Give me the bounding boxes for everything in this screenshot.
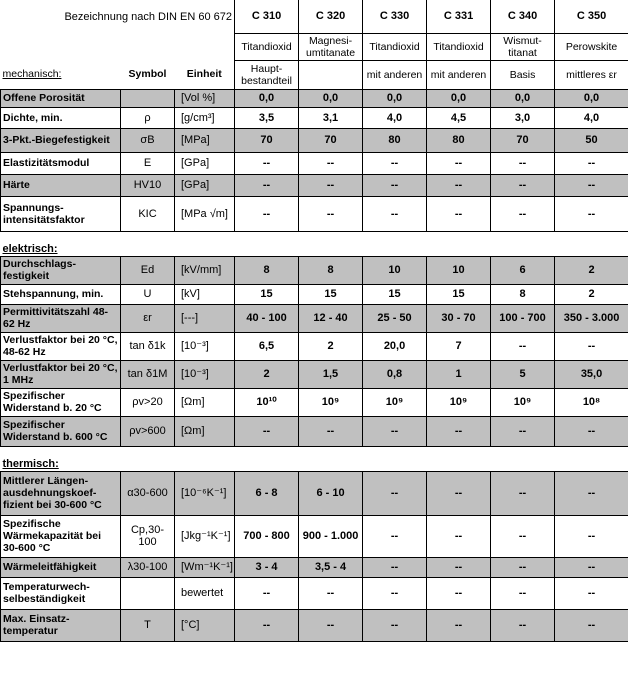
row-symbol: ρv>20 — [121, 388, 175, 416]
row-value: -- — [363, 174, 427, 196]
row-value: 3,5 - 4 — [299, 557, 363, 577]
table-row — [1, 557, 628, 577]
row-value: -- — [299, 577, 363, 609]
row-symbol — [121, 89, 175, 107]
row-value: -- — [555, 577, 628, 609]
row-symbol: tan δ1k — [121, 332, 175, 360]
row-label: Härte — [1, 174, 121, 196]
row-value: 6,5 — [235, 332, 299, 360]
row-value: 15 — [427, 284, 491, 304]
row-symbol: U — [121, 284, 175, 304]
row-value: 0,0 — [555, 89, 628, 107]
row-unit: [Ωm] — [175, 388, 235, 416]
row-value: 10⁹ — [363, 388, 427, 416]
material-type: Perowskite — [555, 33, 628, 60]
row-value: -- — [363, 577, 427, 609]
row-value: -- — [555, 196, 628, 231]
row-value: 0,0 — [363, 89, 427, 107]
row-value: -- — [491, 332, 555, 360]
row-value: 8 — [235, 256, 299, 284]
row-unit: [Vol %] — [175, 89, 235, 107]
row-value: -- — [427, 577, 491, 609]
row-value: -- — [555, 471, 628, 515]
row-value: 15 — [235, 284, 299, 304]
row-symbol — [121, 577, 175, 609]
section-thermal: thermisch: — [2, 458, 59, 471]
row-value: -- — [491, 196, 555, 231]
row-value: 5 — [491, 360, 555, 388]
material-header: C 320 — [299, 0, 363, 33]
row-value: -- — [555, 515, 628, 557]
material-base: mit anderen — [363, 60, 427, 89]
row-value: 8 — [299, 256, 363, 284]
table-row — [1, 515, 628, 557]
row-value: 1 — [427, 360, 491, 388]
symbol-header: Symbol — [128, 68, 167, 81]
material-header: C 310 — [235, 0, 299, 33]
row-value: -- — [363, 196, 427, 231]
row-symbol: T — [121, 609, 175, 641]
row-value: 2 — [555, 284, 628, 304]
row-symbol: Cp,30-100 — [121, 515, 175, 557]
row-value: -- — [491, 515, 555, 557]
row-unit: [°C] — [175, 609, 235, 641]
row-value: -- — [363, 515, 427, 557]
row-value: -- — [363, 471, 427, 515]
row-label: Spezifische Wärmekapazität bei 30-600 °C — [1, 515, 121, 557]
material-header: C 331 — [427, 0, 491, 33]
row-value: 10 — [427, 256, 491, 284]
row-value: 8 — [491, 284, 555, 304]
row-value: 50 — [555, 128, 628, 152]
table-row — [1, 174, 628, 196]
row-label: Temperaturwech-selbeständigkeit — [1, 577, 121, 609]
row-value: -- — [491, 609, 555, 641]
table-row — [1, 196, 628, 231]
row-value: 70 — [299, 128, 363, 152]
row-value: -- — [555, 152, 628, 174]
row-value: -- — [235, 577, 299, 609]
table-row — [1, 89, 628, 107]
row-value: 20,0 — [363, 332, 427, 360]
row-value: 10¹⁰ — [235, 388, 299, 416]
row-value: -- — [491, 471, 555, 515]
row-value: -- — [555, 174, 628, 196]
row-symbol: ρv>600 — [121, 416, 175, 446]
row-label: 3-Pkt.-Biegefestigkeit — [1, 128, 121, 152]
material-base: mit anderen — [427, 60, 491, 89]
row-value: -- — [427, 152, 491, 174]
table-row — [1, 304, 628, 332]
row-value: 6 — [491, 256, 555, 284]
table-row — [1, 577, 628, 609]
row-symbol: λ30-100 — [121, 557, 175, 577]
row-value: -- — [427, 174, 491, 196]
row-label: Wärmeleitfähigkeit — [1, 557, 121, 577]
row-value: -- — [427, 515, 491, 557]
row-unit: [Wm⁻¹K⁻¹] — [175, 557, 235, 577]
table-row — [1, 360, 628, 388]
table-row — [1, 107, 628, 128]
row-unit: [---] — [175, 304, 235, 332]
material-base: mittleres εr — [555, 60, 628, 89]
row-unit: [kV/mm] — [175, 256, 235, 284]
row-symbol: εr — [121, 304, 175, 332]
table-row — [1, 256, 628, 284]
row-value: 15 — [299, 284, 363, 304]
row-value: -- — [363, 152, 427, 174]
row-value: 25 - 50 — [363, 304, 427, 332]
material-header: C 350 — [555, 0, 628, 33]
row-value: 6 - 8 — [235, 471, 299, 515]
material-type: Wismut-titanat — [491, 33, 555, 60]
table-row — [1, 471, 628, 515]
row-label: Dichte, min. — [1, 107, 121, 128]
row-value: 6 - 10 — [299, 471, 363, 515]
table-row — [1, 332, 628, 360]
row-value: 3 - 4 — [235, 557, 299, 577]
row-value: 7 — [427, 332, 491, 360]
row-symbol: E — [121, 152, 175, 174]
row-value: 30 - 70 — [427, 304, 491, 332]
table-row — [1, 388, 628, 416]
row-value: 15 — [363, 284, 427, 304]
row-value: -- — [555, 557, 628, 577]
row-symbol: ρ — [121, 107, 175, 128]
row-value: -- — [427, 557, 491, 577]
row-value: -- — [491, 557, 555, 577]
row-symbol: KIC — [121, 196, 175, 231]
row-value: 0,8 — [363, 360, 427, 388]
row-value: 2 — [555, 256, 628, 284]
table-row — [1, 284, 628, 304]
row-value: 40 - 100 — [235, 304, 299, 332]
row-value: -- — [427, 416, 491, 446]
row-unit: [g/cm³] — [175, 107, 235, 128]
row-label: Elastizitätsmodul — [1, 152, 121, 174]
row-unit: bewertet — [175, 577, 235, 609]
row-value: -- — [299, 152, 363, 174]
row-label: Max. Einsatz-temperatur — [1, 609, 121, 641]
row-value: 1,5 — [299, 360, 363, 388]
row-value: -- — [299, 609, 363, 641]
row-symbol: α30-600 — [121, 471, 175, 515]
row-value: 70 — [491, 128, 555, 152]
material-type: Titandioxid — [363, 33, 427, 60]
row-value: -- — [555, 609, 628, 641]
material-base: Haupt-bestandteil — [235, 60, 299, 89]
row-unit: [MPa √m] — [175, 196, 235, 231]
row-value: 4,0 — [555, 107, 628, 128]
row-symbol: Ed — [121, 256, 175, 284]
row-value: -- — [299, 196, 363, 231]
material-base — [299, 60, 363, 89]
row-value: 10⁹ — [427, 388, 491, 416]
row-value: 70 — [235, 128, 299, 152]
row-unit: [Jkg⁻¹K⁻¹] — [175, 515, 235, 557]
row-value: 0,0 — [235, 89, 299, 107]
material-type: Titandioxid — [427, 33, 491, 60]
section-electrical: elektrisch: — [2, 243, 58, 256]
row-value: -- — [427, 196, 491, 231]
row-label: Stehspannung, min. — [1, 284, 121, 304]
row-value: 350 - 3.000 — [555, 304, 628, 332]
row-value: -- — [235, 152, 299, 174]
row-label: Spezifischer Widerstand b. 600 °C — [1, 416, 121, 446]
row-value: 3,1 — [299, 107, 363, 128]
row-value: 700 - 800 — [235, 515, 299, 557]
row-value: -- — [235, 416, 299, 446]
material-type: Titandioxid — [235, 33, 299, 60]
row-unit: [10⁻³] — [175, 332, 235, 360]
row-value: -- — [491, 416, 555, 446]
row-symbol: tan δ1M — [121, 360, 175, 388]
row-value: 900 - 1.000 — [299, 515, 363, 557]
row-label: Offene Porosität — [1, 89, 121, 107]
row-value: 3,5 — [235, 107, 299, 128]
row-value: 35,0 — [555, 360, 628, 388]
row-value: -- — [299, 416, 363, 446]
material-type: Magnesi-umtitanate — [299, 33, 363, 60]
row-value: -- — [363, 416, 427, 446]
row-value: 10⁸ — [555, 388, 628, 416]
row-value: 4,0 — [363, 107, 427, 128]
row-label: Verlustfaktor bei 20 °C, 48-62 Hz — [1, 332, 121, 360]
row-value: -- — [555, 416, 628, 446]
row-unit: [10⁻³] — [175, 360, 235, 388]
row-value: 0,0 — [491, 89, 555, 107]
row-value: 10⁹ — [491, 388, 555, 416]
row-label: Verlustfaktor bei 20 °C, 1 MHz — [1, 360, 121, 388]
row-label: Mittlerer Längen-ausdehnungskoef-fizient bei 30-600 °C — [1, 471, 121, 515]
material-header: C 340 — [491, 0, 555, 33]
row-unit: [kV] — [175, 284, 235, 304]
din-label: Bezeichnung nach DIN EN 60 672 — [64, 10, 233, 23]
row-value: -- — [427, 471, 491, 515]
row-value: 80 — [363, 128, 427, 152]
row-label: Spezifischer Widerstand b. 20 °C — [1, 388, 121, 416]
material-header: C 330 — [363, 0, 427, 33]
row-value: 12 - 40 — [299, 304, 363, 332]
row-value: -- — [363, 557, 427, 577]
row-value: -- — [363, 609, 427, 641]
row-value: 3,0 — [491, 107, 555, 128]
row-label: Spannungs-intensitätsfaktor — [1, 196, 121, 231]
row-value: -- — [491, 577, 555, 609]
row-unit: [GPa] — [175, 152, 235, 174]
row-unit: [Ωm] — [175, 416, 235, 446]
row-value: 10⁹ — [299, 388, 363, 416]
row-symbol: HV10 — [121, 174, 175, 196]
row-value: -- — [491, 174, 555, 196]
row-value: 100 - 700 — [491, 304, 555, 332]
row-value: 10 — [363, 256, 427, 284]
row-value: -- — [235, 174, 299, 196]
row-value: 2 — [235, 360, 299, 388]
row-value: -- — [235, 609, 299, 641]
section-mechanical: mechanisch: — [2, 68, 62, 81]
table-row — [1, 128, 628, 152]
row-unit: [GPa] — [175, 174, 235, 196]
row-symbol: σB — [121, 128, 175, 152]
row-value: -- — [235, 196, 299, 231]
table-row — [1, 152, 628, 174]
row-value: 4,5 — [427, 107, 491, 128]
row-value: -- — [555, 332, 628, 360]
row-label: Durchschlags-festigkeit — [1, 256, 121, 284]
row-value: 80 — [427, 128, 491, 152]
material-base: Basis — [491, 60, 555, 89]
row-unit: [MPa] — [175, 128, 235, 152]
row-unit: [10⁻⁶K⁻¹] — [175, 471, 235, 515]
row-value: 0,0 — [427, 89, 491, 107]
row-value: -- — [299, 174, 363, 196]
table-row — [1, 416, 628, 446]
row-value: -- — [427, 609, 491, 641]
table-row — [1, 609, 628, 641]
unit-header: Einheit — [186, 68, 222, 81]
row-value: -- — [491, 152, 555, 174]
row-value: 2 — [299, 332, 363, 360]
row-value: 0,0 — [299, 89, 363, 107]
row-label: Permittivitätszahl 48-62 Hz — [1, 304, 121, 332]
